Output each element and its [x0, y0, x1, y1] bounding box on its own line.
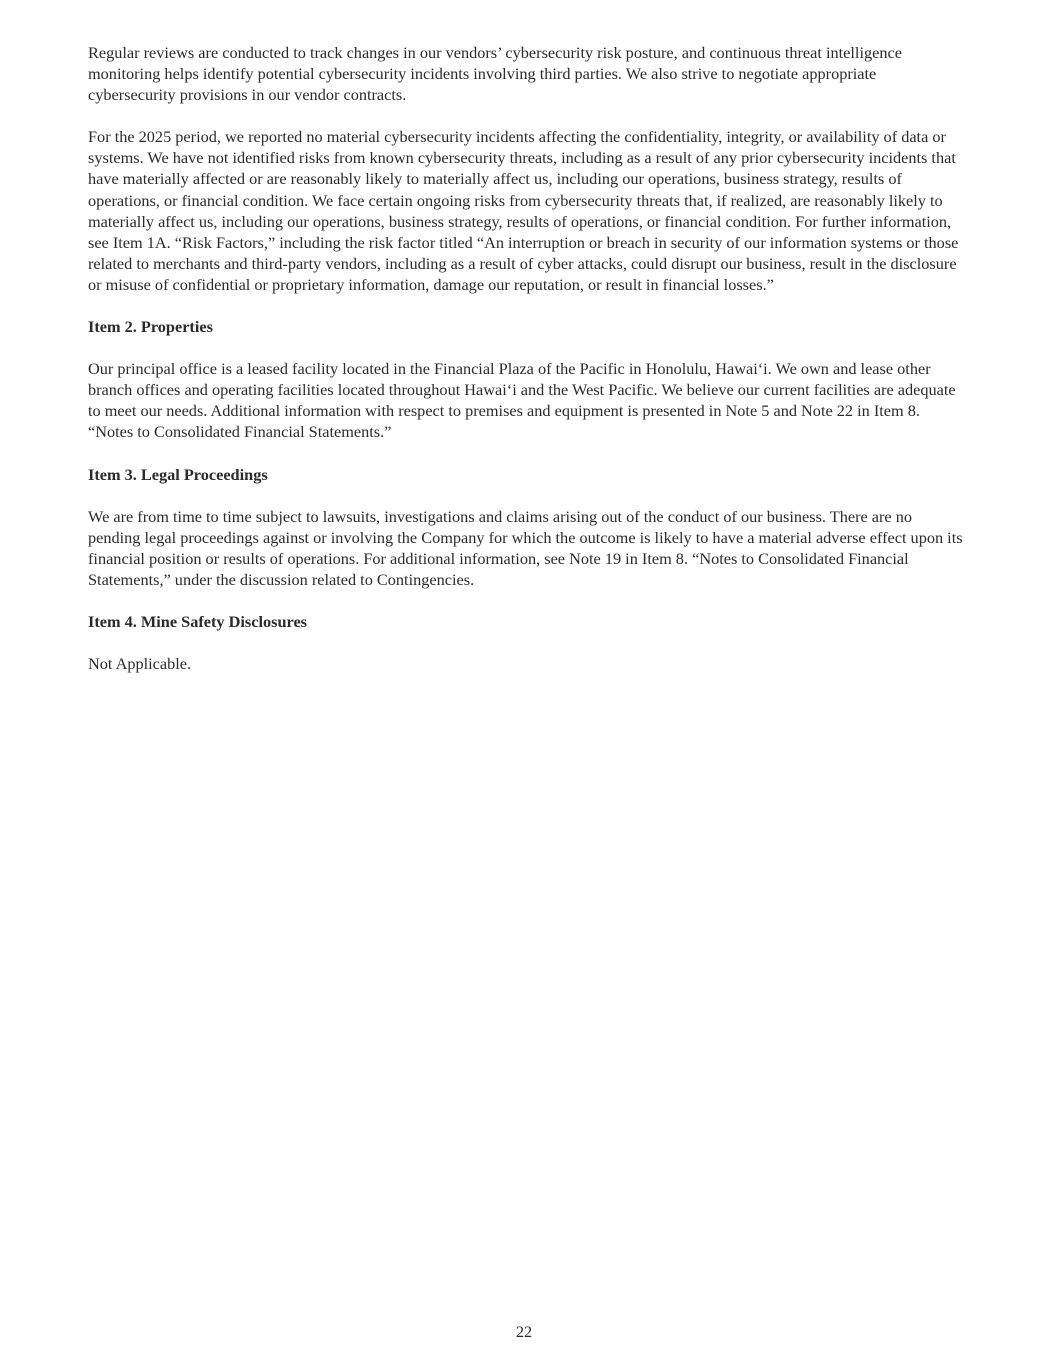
vendor-review-paragraph: Regular reviews are conducted to track changes in our vendors’ cybersecurity risk posture, and continuous threat intelligence monitoring helps identify potential cybersecurity incidents involving third parties. We also strive to negotiate appropriate cybersecurity provisions in our vendor contracts. — [88, 43, 902, 105]
item-4-body: Not Applicable. — [88, 654, 192, 674]
cybersecurity-incidents-paragraph: For the 2025 period, we reported no material cybersecurity incidents affecting the confidentiality, integrity, or availability of data or systems. We have not identified risks from known cybersecurity threats, including as a result of any prior cybersecurity incidents that have materially affected or are reasonably likely to materially affect us, including our operations, business strategy, results of operations, or financial condition. We face certain ongoing risks from cybersecurity threats that, if realized, are reasonably likely to materially affect us, including our operations, business strategy, results of operations, or financial condition. For further information, see Item 1A. “Risk Factors,” including the risk factor titled “An interruption or breach in security of our information systems or those related to merchants and third-party vendors, including as a result of cyber attacks, could disrupt our business, result in the disclosure or misuse of confidential or proprietary information, damage our reputation, or result in financial losses.” — [88, 127, 959, 294]
item-2-heading: Item 2. Properties — [88, 317, 213, 337]
item-2-body: Our principal office is a leased facility located in the Financial Plaza of the Pacific in Honolulu, Hawai‘i. We own and lease other branch offices and operating facilities located throughout Hawai‘i and the West Pacific. We believe our current facilities are adequate to meet our needs. Additional information with respect to premises and equipment is presented in Note 5 and Note 22 in Item 8. “Notes to Consolidated Financial Statements.” — [88, 359, 956, 442]
document-page — [88, 42, 964, 695]
item-3-heading: Item 3. Legal Proceedings — [88, 464, 268, 484]
item-3-body: We are from time to time subject to lawsuits, investigations and claims arising out of the conduct of our business. There are no pending legal proceedings against or involving the Company for which the outcome is likely to have a material adverse effect upon its financial position or results of operations. For additional information, see Note 19 in Item 8. “Notes to Consolidated Financial Statements,” under the discussion related to Contingencies. — [88, 506, 963, 589]
item-4-heading: Item 4. Mine Safety Disclosures — [88, 611, 308, 631]
page-number: 22 — [515, 1322, 533, 1341]
